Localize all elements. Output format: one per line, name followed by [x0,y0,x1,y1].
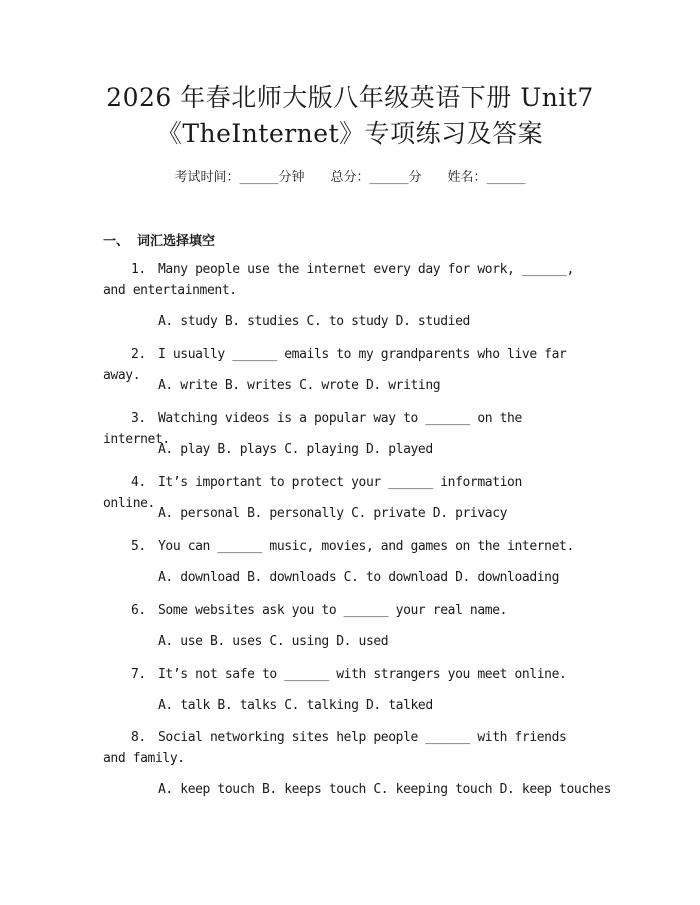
question-text: 6. Some websites ask you to ______ your real name. [103,600,578,621]
document-title [0,80,700,152]
title-line-2: 《TheInternet》专项练习及答案 [156,119,544,148]
section-heading [103,230,215,249]
question-number: 8. [131,730,146,745]
question-text: 7. It’s not safe to ______ with strangers you meet online. [103,664,578,685]
question-options: A. use B. uses C. using D. used [158,634,389,649]
question-options: A. personal B. personally C. private D. privacy [158,506,508,521]
question-text: 4. It’s important to protect your ______ information online. [103,472,578,514]
section-title: 词汇选择填空 [137,234,216,249]
question-options: A. study B. studies C. to study D. studied [158,314,470,329]
question-options: A. play B. plays C. playing D. played [158,442,433,457]
title-line-1: 2026 年春北师大版八年级英语下册 Unit7 [106,83,594,112]
question-text: 3. Watching videos is a popular way to ______ on the internet. [103,408,578,450]
exam-time: 考试时间：______分钟 [174,170,305,185]
question-options: A. talk B. talks C. talking D. talked [158,698,433,713]
question-text: 8. Social networking sites help people ______ with friends and family. [103,727,578,769]
student-name: 姓名：______ [447,170,526,185]
question-number: 6. [131,603,146,618]
question-number: 1. [131,262,146,277]
question-text: 5. You can ______ music, movies, and games on the internet. [103,536,578,557]
question-text: 2. I usually ______ emails to my grandparents who live far away. [103,344,578,386]
question-number: 5. [131,539,146,554]
question-number: 3. [131,411,146,426]
exam-total-score: 总分：______分 [330,170,422,185]
question-options: A. keep touch B. keeps touch C. keeping touch D. keep touches [158,782,612,797]
question-text: 1. Many people use the internet every day for work, ______, and entertainment. [103,259,578,301]
question-options: A. write B. writes C. wrote D. writing [158,378,441,393]
question-number: 7. [131,667,146,682]
exam-info [0,169,700,187]
question-options: A. download B. downloads C. to download D. downloading [158,570,560,585]
question-number: 2. [131,347,146,362]
question-number: 4. [131,475,146,490]
section-number: 一、 [103,234,130,249]
